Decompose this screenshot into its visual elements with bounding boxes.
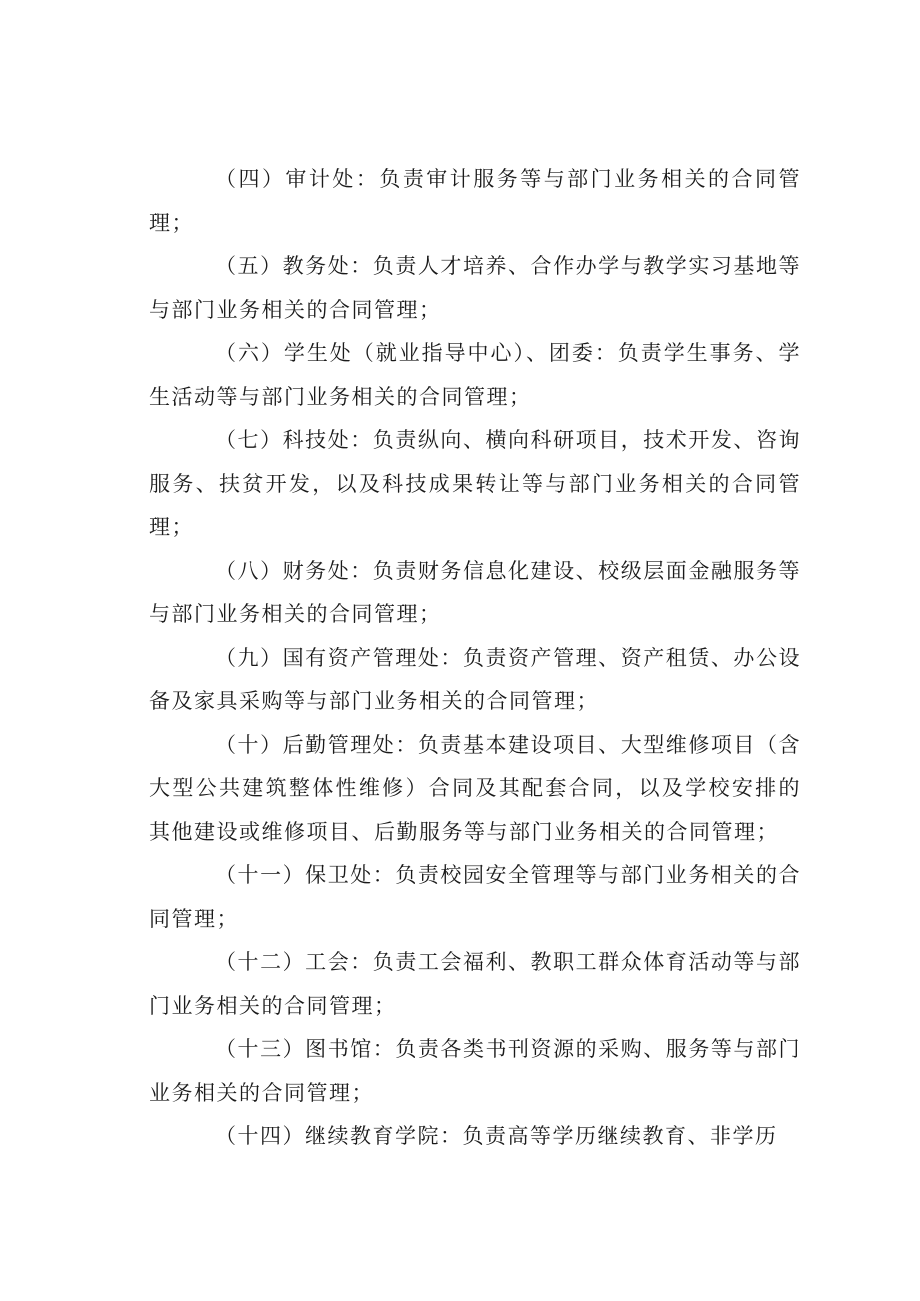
paragraph-student-affairs: （六）学生处（就业指导中心）、团委：负责学生事务、学生活动等与部门业务相关的合同管理；: [149, 341, 801, 409]
paragraph-state-assets: （九）国有资产管理处：负责资产管理、资产租赁、办公设备及家具采购等与部门业务相关的合同管理；: [149, 645, 801, 713]
document-body: [149, 158, 801, 1159]
paragraph-security-office: （十一）保卫处：负责校园安全管理等与部门业务相关的合同管理；: [149, 863, 801, 931]
paragraph-finance-office: （八）财务处：负责财务信息化建设、校级层面金融服务等与部门业务相关的合同管理；: [149, 558, 801, 626]
paragraph-audit-office: （四）审计处：负责审计服务等与部门业务相关的合同管理；: [149, 167, 801, 235]
paragraph-logistics: （十）后勤管理处：负责基本建设项目、大型维修项目（含大型公共建筑整体性维修）合同及其配套合同，以及学校安排的其他建设或维修项目、后勤服务等与部门业务相关的合同管理；: [149, 732, 801, 844]
paragraph-library: （十三）图书馆：负责各类书刊资源的采购、服务等与部门业务相关的合同管理；: [149, 1037, 801, 1105]
paragraph-labor-union: （十二）工会：负责工会福利、教职工群众体育活动等与部门业务相关的合同管理；: [149, 950, 801, 1018]
paragraph-science-technology: （七）科技处：负责纵向、横向科研项目，技术开发、咨询服务、扶贫开发，以及科技成果转让等与部门业务相关的合同管理；: [149, 428, 801, 539]
paragraph-academic-affairs: （五）教务处：负责人才培养、合作办学与教学实习基地等与部门业务相关的合同管理；: [149, 254, 801, 322]
paragraph-continuing-education: （十四）继续教育学院：负责高等学历继续教育、非学历: [215, 1124, 778, 1148]
